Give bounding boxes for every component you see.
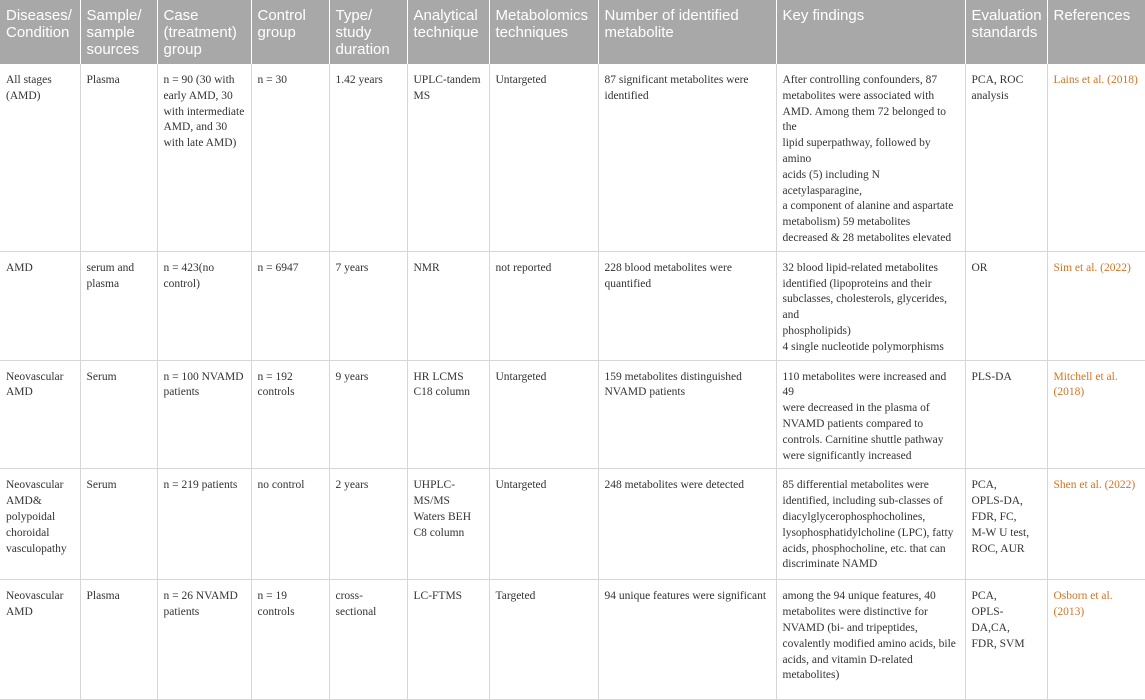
cell-case: n = 100 NVAMD patients: [157, 360, 251, 469]
cell-findings: 32 blood lipid-related metabolites identified (lipoproteins and their subclasses, cholesterols, glycerides, and phospholipids) 4 single nucleotide polymorphisms: [776, 251, 965, 360]
reference-link[interactable]: Mitchell et al. (2018): [1047, 360, 1145, 469]
cell-sample: Plasma: [80, 64, 157, 251]
header-sample: Sample/ sample sources: [80, 0, 157, 64]
table-row: [0, 360, 1145, 469]
cell-duration: 9 years: [329, 360, 407, 469]
cell-findings: 85 differential metabolites were identified, including sub-classes of diacylglycerophosphocholines, lysophosphatidylcholine (LPC), fatty acids, phosphocholine, etc. that can discriminate NAMD: [776, 469, 965, 580]
cell-control: n = 30: [251, 64, 329, 251]
table-row: [0, 64, 1145, 251]
cell-case: n = 26 NVAMD patients: [157, 580, 251, 700]
cell-number: 159 metabolites distinguished NVAMD patients: [598, 360, 776, 469]
cell-metabolomics: Untargeted: [489, 469, 598, 580]
cell-control: n = 6947: [251, 251, 329, 360]
cell-findings: among the 94 unique features, 40 metabolites were distinctive for NVAMD (bi- and tripeptides, covalently modified amino acids, bile acids, and vitamin D-related metabolites): [776, 580, 965, 700]
reference-link[interactable]: Shen et al. (2022): [1047, 469, 1145, 580]
cell-duration: 2 years: [329, 469, 407, 580]
cell-control: no control: [251, 469, 329, 580]
cell-duration: cross- sectional: [329, 580, 407, 700]
cell-case: n = 90 (30 with early AMD, 30 with intermediate AMD, and 30 with late AMD): [157, 64, 251, 251]
header-analytical: Analytical technique: [407, 0, 489, 64]
cell-disease: All stages (AMD): [0, 64, 80, 251]
header-duration: Type/ study duration: [329, 0, 407, 64]
cell-metabolomics: not reported: [489, 251, 598, 360]
cell-sample: Serum: [80, 469, 157, 580]
cell-duration: 1.42 years: [329, 64, 407, 251]
cell-analytical: LC-FTMS: [407, 580, 489, 700]
cell-disease: AMD: [0, 251, 80, 360]
cell-analytical: UPLC-tandem MS: [407, 64, 489, 251]
cell-disease: Neovascular AMD: [0, 580, 80, 700]
cell-duration: 7 years: [329, 251, 407, 360]
header-metabolomics: Metabolomics techniques: [489, 0, 598, 64]
header-number: Number of identified metabolite: [598, 0, 776, 64]
cell-number: 94 unique features were significant: [598, 580, 776, 700]
cell-case: n = 423(no control): [157, 251, 251, 360]
header-references: References: [1047, 0, 1145, 64]
cell-evaluation: PCA, OPLS-DA, FDR, FC, M-W U test, ROC, AUR: [965, 469, 1047, 580]
cell-sample: Serum: [80, 360, 157, 469]
cell-analytical: HR LCMS C18 column: [407, 360, 489, 469]
reference-link[interactable]: Lains et al. (2018): [1047, 64, 1145, 251]
cell-control: n = 192 controls: [251, 360, 329, 469]
cell-sample: Plasma: [80, 580, 157, 700]
table-row: [0, 580, 1145, 700]
table-row: [0, 251, 1145, 360]
header-disease: Diseases/ Condition: [0, 0, 80, 64]
cell-disease: Neovascular AMD& polypoidal choroidal vasculopathy: [0, 469, 80, 580]
cell-number: 248 metabolites were detected: [598, 469, 776, 580]
cell-control: n = 19 controls: [251, 580, 329, 700]
reference-link[interactable]: Osborn et al. (2013): [1047, 580, 1145, 700]
cell-evaluation: OR: [965, 251, 1047, 360]
header-case: Case (treatment) group: [157, 0, 251, 64]
cell-metabolomics: Untargeted: [489, 360, 598, 469]
cell-evaluation: PCA, OPLS-DA,CA, FDR, SVM: [965, 580, 1047, 700]
cell-findings: 110 metabolites were increased and 49 were decreased in the plasma of NVAMD patients compared to controls. Carnitine shuttle pathway were significantly increased: [776, 360, 965, 469]
cell-evaluation: PCA, ROC analysis: [965, 64, 1047, 251]
header-row: [0, 0, 1145, 64]
cell-sample: serum and plasma: [80, 251, 157, 360]
cell-analytical: UHPLC- MS/MS Waters BEH C8 column: [407, 469, 489, 580]
header-control: Control group: [251, 0, 329, 64]
header-evaluation: Evaluation standards: [965, 0, 1047, 64]
cell-metabolomics: Targeted: [489, 580, 598, 700]
cell-evaluation: PLS-DA: [965, 360, 1047, 469]
cell-findings: After controlling confounders, 87 metabolites were associated with AMD. Among them 72 belonged to the lipid superpathway, followed by amino acids (5) including N acetylasparagine, a component of alanine and aspartate metabolism) 59 metabolites decreased & 28 metabolites elevated: [776, 64, 965, 251]
reference-link[interactable]: Sim et al. (2022): [1047, 251, 1145, 360]
cell-number: 228 blood metabolites were quantified: [598, 251, 776, 360]
table-row: [0, 469, 1145, 580]
cell-number: 87 significant metabolites were identified: [598, 64, 776, 251]
cell-disease: Neovascular AMD: [0, 360, 80, 469]
cell-metabolomics: Untargeted: [489, 64, 598, 251]
header-findings: Key findings: [776, 0, 965, 64]
cell-case: n = 219 patients: [157, 469, 251, 580]
cell-analytical: NMR: [407, 251, 489, 360]
